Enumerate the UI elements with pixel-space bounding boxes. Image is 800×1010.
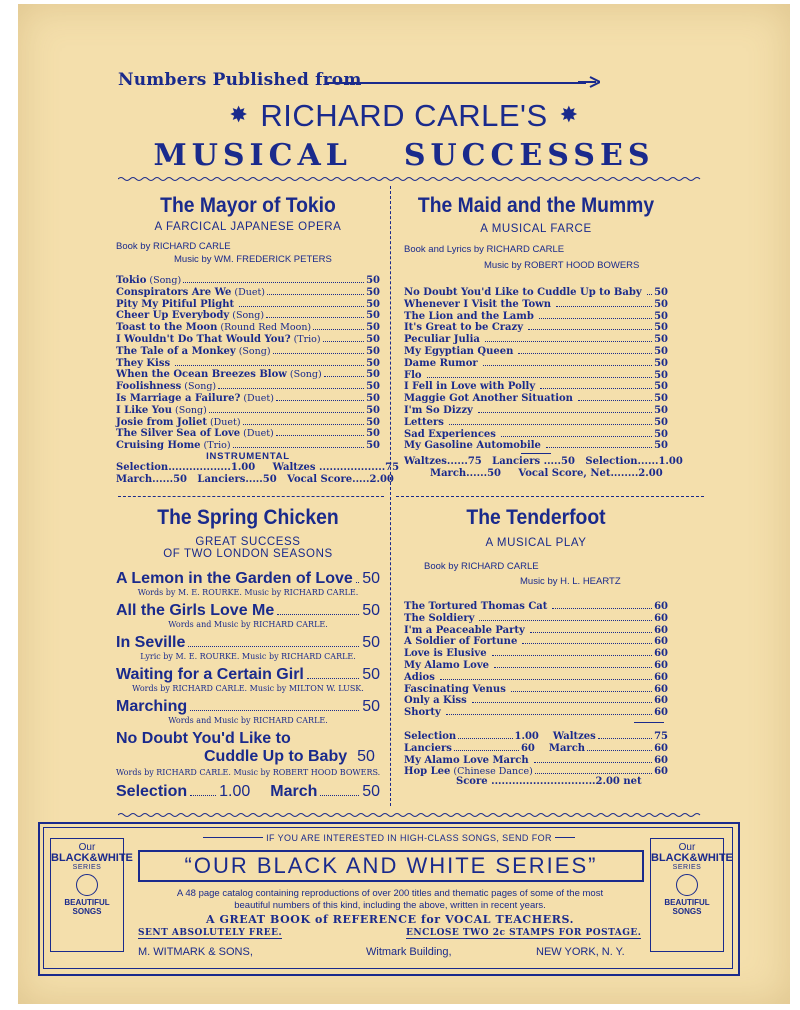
- maid-rule: [521, 453, 551, 454]
- song-row: The Soldiery 60: [404, 612, 668, 624]
- cuddle-line-2: Cuddle Up to Baby 50: [204, 748, 375, 765]
- song-row: Fascinating Venus 60: [404, 683, 668, 695]
- song-row: The Silver Sea of Love (Duet) 50: [116, 428, 380, 440]
- tender-song-list: [404, 599, 668, 717]
- song-row: Foolishness (Song) 50: [116, 381, 380, 393]
- tenderfoot-section: [404, 506, 668, 788]
- mayor-book-credit: Book by RICHARD CARLE: [116, 241, 231, 252]
- footer-advertisement: [38, 822, 740, 976]
- reference-line: A GREAT BOOK of REFERENCE for VOCAL TEACHERS.: [205, 913, 575, 926]
- song-row: I Fell in Love with Polly 50: [404, 381, 668, 393]
- song-credit: Words by RICHARD CARLE. Music by MILTON W. LUSK.: [132, 684, 364, 693]
- song-row: Maggie Got Another Situation 50: [404, 393, 668, 405]
- catalog-line-1: A 48 page catalog containing reproductions of over 200 titles and thematic pages of some of the most: [176, 888, 604, 899]
- song-row: Conspirators Are We (Duet) 50: [116, 286, 380, 298]
- maid-song-list: [404, 285, 668, 450]
- song-row: Flo 50: [404, 369, 668, 381]
- song-row: Sad Experiences 50: [404, 428, 668, 440]
- tender-book-credit: Book by RICHARD CARLE: [424, 561, 539, 572]
- maid-and-mummy-section: [404, 194, 683, 480]
- song-row: I Wouldn't Do That Would You? (Trio) 50: [116, 333, 380, 345]
- featured-song-row: A Lemon in the Garden of Love 50: [116, 570, 380, 587]
- song-row: Is Marriage a Failure? (Duet) 50: [116, 392, 380, 404]
- featured-song-row: Waiting for a Certain Girl 50: [116, 666, 380, 683]
- enclose-stamps: ENCLOSE TWO 2c STAMPS FOR POSTAGE.: [406, 928, 642, 938]
- tender-summary: [404, 729, 668, 753]
- header-rule: [326, 82, 586, 84]
- black-white-series-badge-right: Our BLACK&WHITE SERIES BEAUTIFUL SONGS: [650, 838, 724, 952]
- featured-song-row: Marching 50: [116, 698, 380, 715]
- black-white-series-badge-left: Our BLACK&WHITE SERIES BEAUTIFUL SONGS: [50, 838, 124, 952]
- arrow-icon: [578, 75, 600, 89]
- maid-book-credit: Book and Lyrics by RICHARD CARLE: [404, 244, 565, 255]
- song-row: Love is Elusive 60: [404, 648, 668, 660]
- emblem-icon: [676, 874, 698, 896]
- song-row: Whenever I Visit the Town 50: [404, 298, 668, 310]
- musical-successes-heading: MUSICAL SUCCESSES: [153, 138, 655, 173]
- spring-song-list: [116, 570, 380, 725]
- tender-score: Score ..............................2.00 net: [456, 776, 642, 788]
- song-row: My Alamo Love 60: [404, 659, 668, 671]
- song-row: No Doubt You'd Like to Cuddle Up to Baby 50: [404, 287, 668, 298]
- spring-chicken-section: [116, 506, 380, 801]
- song-row: Letters 50: [404, 416, 668, 428]
- spring-subtitle-1: GREAT SUCCESS: [195, 536, 301, 548]
- star-icon: ✸: [229, 102, 249, 127]
- publisher-name: M. WITMARK & SONS,: [138, 946, 253, 958]
- song-row: I Like You (Song) 50: [116, 404, 380, 416]
- series-title-box: “OUR BLACK AND WHITE SERIES”: [138, 850, 644, 882]
- song-credit: Words and Music by RICHARD CARLE.: [168, 620, 328, 629]
- featured-song-row: All the Girls Love Me 50: [116, 602, 380, 619]
- song-row: Peculiar Julia 50: [404, 334, 668, 346]
- song-row: I'm a Peaceable Party 60: [404, 624, 668, 636]
- cuddle-line-1: No Doubt You'd Like to: [116, 730, 291, 747]
- song-row: Cruising Home (Trio) 50: [116, 440, 380, 452]
- spring-selection-march: Selection 1.00 March 50: [116, 783, 380, 800]
- publisher-city: NEW YORK, N. Y.: [536, 946, 625, 958]
- song-row: I'm So Dizzy 50: [404, 404, 668, 416]
- song-row: Only a Kiss 60: [404, 695, 668, 707]
- emblem-icon: [76, 874, 98, 896]
- wavy-divider: [118, 176, 704, 182]
- maid-instrumental-line2: March......50 Vocal Score, Net........2.00: [430, 468, 663, 480]
- tender-music-credit: Music by H. L. HEARTZ: [520, 576, 621, 587]
- mayor-subtitle: A FARCICAL JAPANESE OPERA: [154, 221, 342, 233]
- wavy-divider-bottom: [118, 812, 704, 818]
- song-row: The Lion and the Lamb 50: [404, 310, 668, 322]
- mayor-song-list: [116, 273, 380, 450]
- spring-subtitle-2: OF TWO LONDON SEASONS: [163, 548, 333, 560]
- song-row: Adios 60: [404, 671, 668, 683]
- song-row: It's Great to be Crazy 50: [404, 322, 668, 334]
- cuddle-credit: Words by RICHARD CARLE. Music by ROBERT HOOD BOWERS.: [116, 768, 381, 777]
- song-row: My Alamo Love March 60: [404, 754, 668, 766]
- row-divider-left: [118, 496, 384, 497]
- maid-instrumental-line1: Waltzes......75 Lanciers .....50 Selection......1.00: [404, 456, 683, 468]
- song-credit: Words and Music by RICHARD CARLE.: [168, 716, 328, 725]
- tender-subtitle: A MUSICAL PLAY: [485, 537, 587, 549]
- maid-title: The Maid and the Mummy: [417, 194, 655, 217]
- song-row: My Egyptian Queen 50: [404, 345, 668, 357]
- song-row: When the Ocean Breezes Blow (Song) 50: [116, 369, 380, 381]
- song-row: They Kiss 50: [116, 357, 380, 369]
- mayor-instrumental-line1: Selection..................1.00 Waltzes ...................75: [116, 461, 400, 473]
- tender-title: The Tenderfoot: [466, 506, 606, 529]
- row-divider-right: [396, 496, 704, 497]
- sent-free: SENT ABSOLUTELY FREE.: [138, 928, 283, 938]
- summary-row: Lanciers 60 March 60: [404, 742, 668, 754]
- song-credit: Words by M. E. ROURKE. Music by RICHARD CARLE.: [137, 588, 359, 597]
- song-credit: Lyric by M. E. ROURKE. Music by RICHARD CARLE.: [140, 652, 356, 661]
- mayor-of-tokio-section: [116, 194, 400, 486]
- featured-song-row: In Seville 50: [116, 634, 380, 651]
- maid-subtitle: A MUSICAL FARCE: [480, 223, 592, 235]
- song-row: Josie from Joliet (Duet) 50: [116, 416, 380, 428]
- mayor-music-credit: Music by WM. FREDERICK PETERS: [174, 254, 332, 265]
- song-row: Toast to the Moon (Round Red Moon) 50: [116, 322, 380, 334]
- instrumental-heading: INSTRUMENTAL: [206, 450, 290, 462]
- composer-heading: ✸ RICHARD CARLE'S ✸: [229, 98, 579, 133]
- tender-rule: [634, 722, 664, 723]
- published-from-text: Numbers Published from: [118, 70, 362, 90]
- song-row: Pity My Pitiful Plight 50: [116, 298, 380, 310]
- song-row: The Tale of a Monkey (Song) 50: [116, 345, 380, 357]
- song-row: Cheer Up Everybody (Song) 50: [116, 310, 380, 322]
- sheet-music-back-cover: [18, 4, 790, 1004]
- interested-line: IF YOU ARE INTERESTED IN HIGH-CLASS SONGS, SEND FOR: [134, 833, 644, 843]
- summary-row: Selection 1.00 Waltzes 75: [404, 730, 669, 742]
- column-divider: [390, 186, 391, 806]
- tender-extras: [404, 753, 668, 777]
- song-row: Hop Lee (Chinese Dance) 60: [404, 766, 668, 778]
- mayor-title: The Mayor of Tokio: [160, 194, 336, 217]
- song-row: Tokio (Song) 50: [116, 275, 380, 286]
- maid-music-credit: Music by ROBERT HOOD BOWERS: [484, 260, 640, 271]
- catalog-line-2: beautiful numbers of this kind, including the above, written in recent years.: [234, 900, 546, 911]
- song-row: The Tortured Thomas Cat 60: [404, 601, 668, 612]
- song-row: Shorty 60: [404, 707, 668, 719]
- publisher-building: Witmark Building,: [366, 946, 452, 958]
- song-row: A Soldier of Fortune 60: [404, 636, 668, 648]
- mayor-instrumental-line2: March......50 Lanciers.....50 Vocal Score.....2.00: [116, 473, 394, 485]
- star-icon: ✸: [559, 102, 579, 127]
- song-row: Dame Rumor 50: [404, 357, 668, 369]
- song-row: My Gasoline Automobile 50: [404, 440, 668, 452]
- spring-title: The Spring Chicken: [157, 506, 339, 529]
